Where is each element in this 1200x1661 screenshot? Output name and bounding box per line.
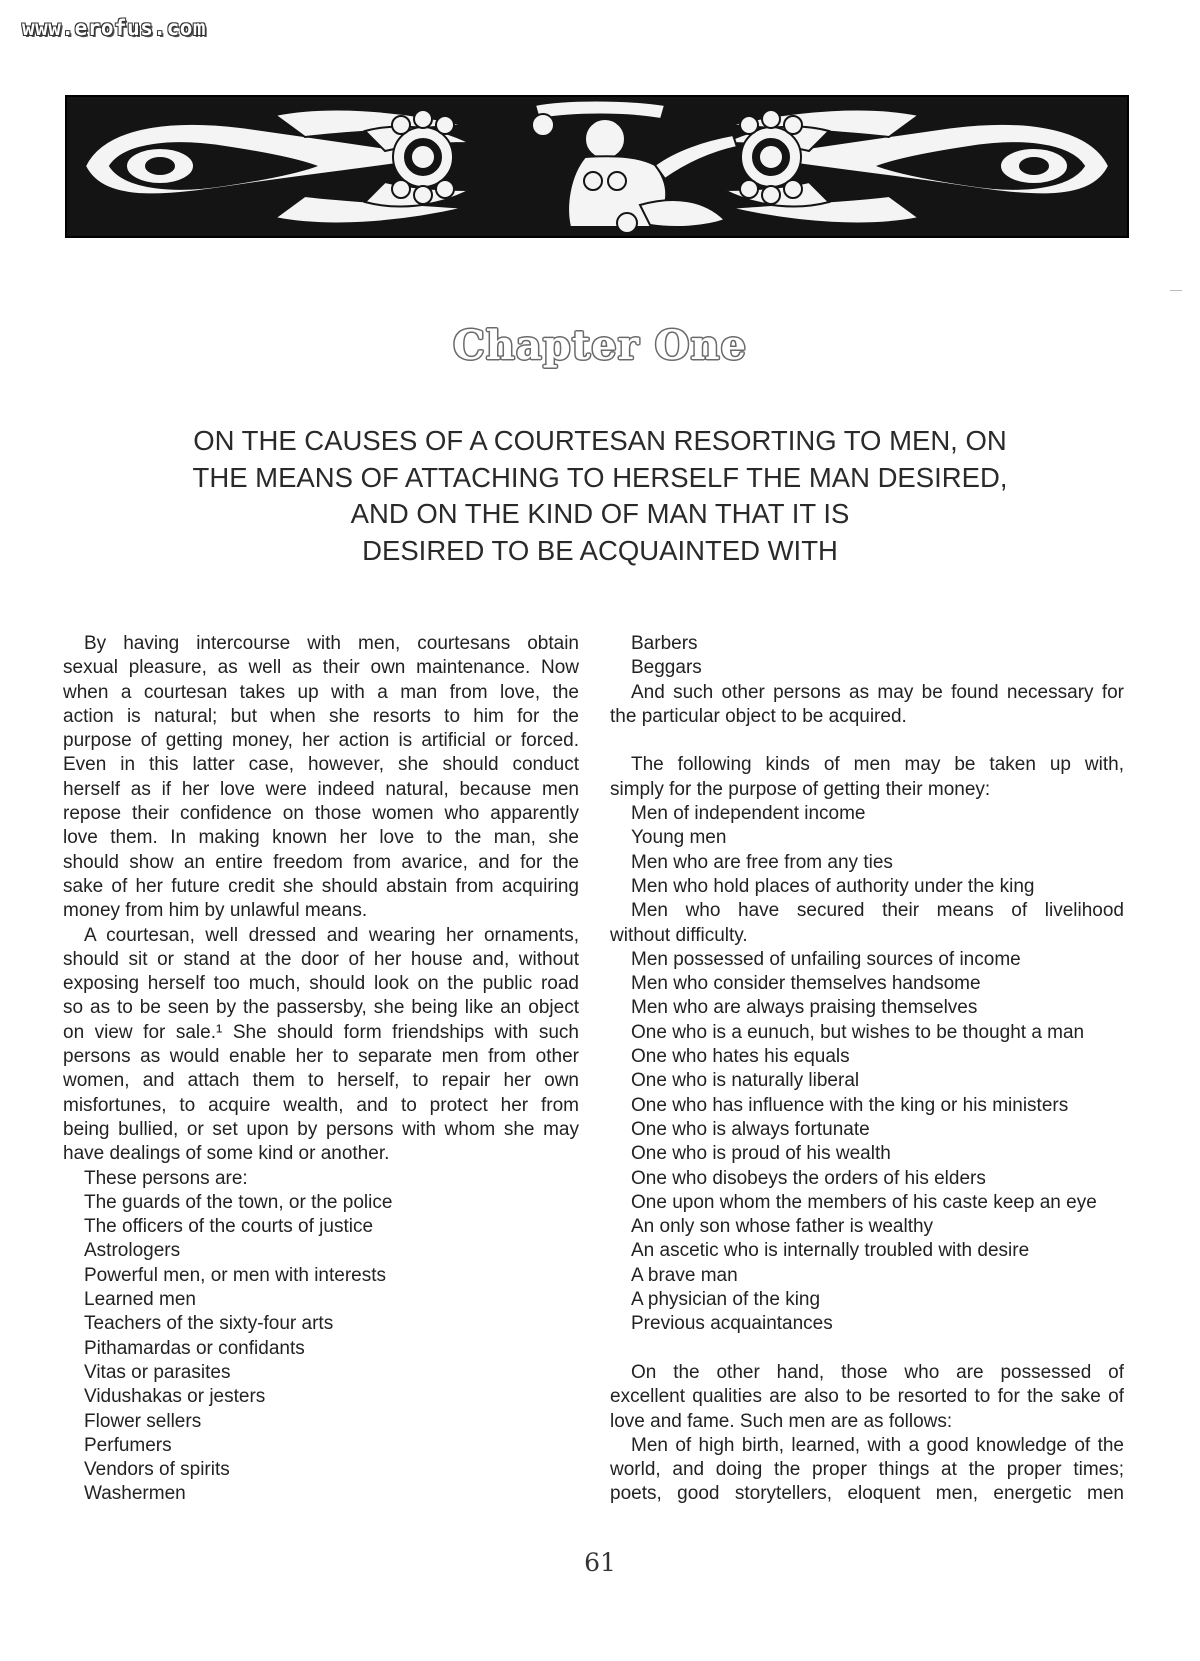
text-line: should show an entire freedom from avarice, and for the xyxy=(63,851,579,873)
text-line: The following kinds of men may be taken up with, xyxy=(631,754,1124,776)
text-line: Even in this latter case, however, she should conduct xyxy=(63,754,579,776)
text-line: should sit or stand at the door of her house and, without xyxy=(63,948,579,970)
text-line: poets, good storytellers, eloquent men, energetic men xyxy=(610,1483,1124,1505)
list-item: These persons are: xyxy=(84,1167,248,1189)
list-item: Barbers xyxy=(631,633,698,654)
heading-line: DESIRED TO BE ACQUAINTED WITH xyxy=(362,534,838,566)
list-item: Men who have secured their means of livelihood xyxy=(631,900,1124,922)
text-line: action is natural; but when she resorts to him for the xyxy=(63,705,579,727)
list-item: A physician of the king xyxy=(631,1289,821,1311)
list-item: Vitas or parasites xyxy=(84,1361,231,1383)
list-item: One who is naturally liberal xyxy=(631,1070,860,1092)
scan-edge-mark xyxy=(1170,290,1182,291)
paragraph-gap xyxy=(610,1337,1124,1361)
list-item: Men who are always praising themselves xyxy=(631,997,978,1019)
text-line: women, and attach them to herself, to repair her own xyxy=(63,1070,579,1092)
text-line: And such other persons as may be found necessary for xyxy=(631,681,1124,703)
text-line: persons as would enable her to separate men from other xyxy=(63,1046,579,1068)
list-item: Men who are free from any ties xyxy=(631,851,893,873)
list-item: An ascetic who is internally troubled with desire xyxy=(631,1240,1030,1262)
text-line: love and fame. Such men are as follows: xyxy=(610,1410,953,1432)
list-item: Men who hold places of authority under the king xyxy=(631,875,1035,897)
list-item: One who hates his equals xyxy=(631,1046,850,1068)
left-rosette xyxy=(392,110,454,204)
right-rosette xyxy=(740,110,802,204)
list-item: The guards of the town, or the police xyxy=(84,1191,393,1213)
list-item: An only son whose father is wealthy xyxy=(631,1216,934,1238)
text-line: By having intercourse with men, courtesans obtain xyxy=(84,633,579,654)
list-item: Powerful men, or men with interests xyxy=(84,1264,387,1286)
left-text-column xyxy=(63,632,579,1507)
list-item: One who is always fortunate xyxy=(631,1118,870,1140)
text-line: exposing herself too much, should look on the public road xyxy=(63,973,579,995)
text-line: excellent qualities are also to be resorted to for the sake of xyxy=(610,1386,1124,1408)
list-item: One who has influence with the king or his ministers xyxy=(631,1094,1069,1116)
text-line: on view for sale.¹ She should form friendships with such xyxy=(63,1021,579,1043)
page-number: 61 xyxy=(584,1548,616,1577)
text-line: sake of her future credit she should abstain from acquiring xyxy=(63,875,579,897)
list-item: Young men xyxy=(631,827,727,849)
text-line: On the other hand, those who are possessed of xyxy=(631,1361,1124,1383)
text-line: have dealings of some kind or another. xyxy=(63,1143,390,1165)
text-line: without difficulty. xyxy=(610,924,748,946)
text-line: herself as if her love were indeed natural, because men xyxy=(63,778,579,800)
text-line: simply for the purpose of getting their money: xyxy=(610,778,991,800)
ornamental-banner xyxy=(65,95,1129,238)
chapter-heading xyxy=(60,423,1140,569)
list-item: Learned men xyxy=(84,1289,196,1311)
list-item: One who is proud of his wealth xyxy=(631,1143,891,1165)
list-item: Vidushakas or jesters xyxy=(84,1386,266,1408)
text-line: sexual pleasure, as well as their own maintenance. Now xyxy=(63,657,579,679)
list-item: Astrologers xyxy=(84,1240,181,1262)
chapter-title: Chapter One xyxy=(452,322,748,369)
list-item: One who is a eunuch, but wishes to be thought a man xyxy=(631,1021,1085,1043)
list-item: A brave man xyxy=(631,1264,738,1286)
text-line: being bullied, or set upon by persons with whom she may xyxy=(63,1118,579,1140)
watermark: www.erofus.com xyxy=(22,16,207,40)
text-line: Men of high birth, learned, with a good knowledge of the xyxy=(631,1434,1124,1456)
text-line: when a courtesan takes up with a man from love, the xyxy=(63,681,579,703)
list-item: Flower sellers xyxy=(84,1410,202,1432)
list-item: Men who consider themselves handsome xyxy=(631,973,981,995)
text-line: so as to be seen by the passersby, she being like an object xyxy=(63,997,579,1019)
text-line: money from him by unlawful means. xyxy=(63,900,368,922)
text-line: world, and doing the proper things at the proper times; xyxy=(610,1459,1124,1481)
list-item: One who disobeys the orders of his elders xyxy=(631,1167,986,1189)
list-item: Men possessed of unfailing sources of income xyxy=(631,948,1021,970)
heading-line: THE MEANS OF ATTACHING TO HERSELF THE MAN DESIRED, xyxy=(192,461,1008,493)
list-item: Beggars xyxy=(631,657,702,679)
paragraph-gap xyxy=(610,729,1124,753)
list-item: Perfumers xyxy=(84,1434,172,1456)
right-text-column xyxy=(610,632,1124,1507)
list-item: Teachers of the sixty-four arts xyxy=(84,1313,334,1335)
heading-line: ON THE CAUSES OF A COURTESAN RESORTING TO MEN, ON xyxy=(193,425,1007,456)
list-item: Previous acquaintances xyxy=(631,1313,833,1335)
text-line: love them. In making known her love to the man, she xyxy=(63,827,579,849)
list-item: One upon whom the members of his caste keep an eye xyxy=(631,1191,1097,1213)
heading-line: AND ON THE KIND OF MAN THAT IT IS xyxy=(350,498,850,529)
text-line: misfortunes, to acquire wealth, and to protect her from xyxy=(63,1094,579,1116)
text-line: repose their confidence on those women who apparently xyxy=(63,803,579,825)
list-item: Vendors of spirits xyxy=(84,1459,230,1481)
list-item: Pithamardas or confidants xyxy=(84,1337,305,1359)
text-line: the particular object to be acquired. xyxy=(610,705,907,727)
list-item: Washermen xyxy=(84,1483,186,1505)
list-item: The officers of the courts of justice xyxy=(84,1216,374,1238)
list-item: Men of independent income xyxy=(631,803,866,825)
text-line: A courtesan, well dressed and wearing her ornaments, xyxy=(84,924,579,946)
text-line: purpose of getting money, her action is artificial or forced. xyxy=(63,730,579,752)
